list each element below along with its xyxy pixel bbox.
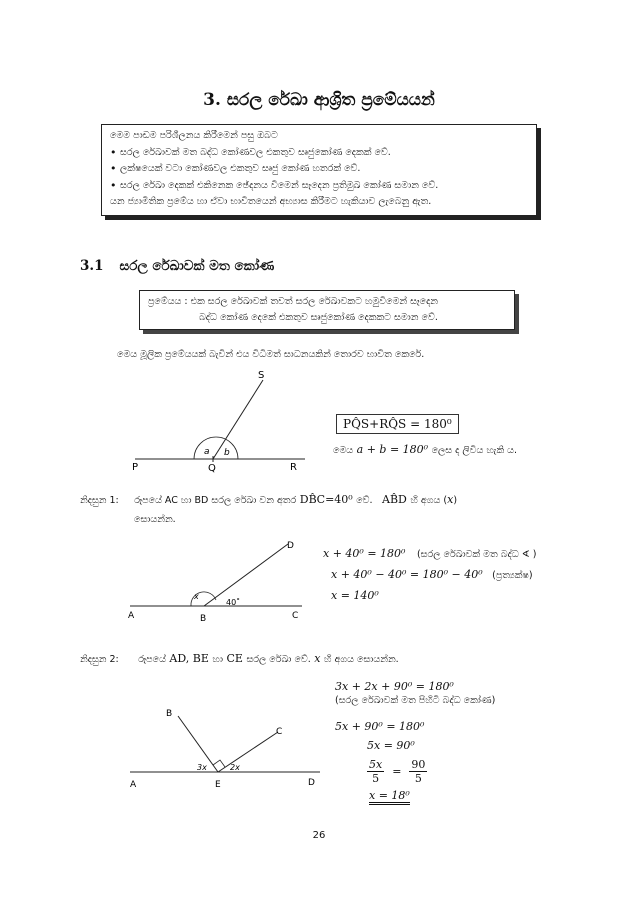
example2-text: හා — [212, 654, 224, 665]
label-x: x — [194, 592, 199, 601]
example2-heading — [80, 652, 399, 665]
figure-straight-line-angles — [120, 368, 320, 478]
fraction-step — [335, 758, 495, 785]
formula-box — [336, 413, 459, 432]
example1-text: ) — [453, 495, 458, 506]
example1-var: x — [447, 493, 454, 506]
label-e: E — [215, 780, 221, 790]
angle-arc — [194, 437, 238, 459]
page-title: 3. සරල රේඛා ආශ්‍රිත ප්‍රමේයයන් — [203, 90, 435, 110]
solution-step: 5x + 90⁰ = 180⁰ — [335, 720, 425, 733]
example1-heading — [80, 493, 457, 506]
denominator: 5 — [414, 772, 422, 785]
label-b: b — [224, 448, 230, 458]
page-number: 26 — [312, 830, 326, 841]
equals-sign: = — [392, 765, 402, 778]
label-d: D — [287, 541, 294, 551]
label-a: a — [204, 447, 210, 457]
label-2x: 2x — [230, 763, 240, 772]
solution-step: 3x + 2x + 90⁰ = 180⁰ — [335, 680, 454, 693]
section-number: 3.1 — [80, 258, 104, 274]
numerator: 90 — [411, 758, 426, 771]
label-a: A — [130, 780, 137, 790]
label-c: C — [292, 611, 299, 621]
denominator: 5 — [372, 772, 380, 785]
example1-text: රූපයේ AC හා BD සරල රේඛා වන අතර — [134, 495, 297, 506]
example1-given: DB̂C=40⁰ — [299, 493, 353, 506]
numerator: 5x — [369, 758, 383, 771]
label-q: Q — [208, 463, 216, 474]
ray-qs — [213, 380, 263, 459]
restatement — [333, 443, 517, 456]
label-c: C — [276, 727, 283, 737]
ray-ec — [218, 732, 278, 772]
restate-suffix: ලෙස ද ලිවිය හැකි ය. — [431, 445, 518, 456]
label-d: D — [308, 778, 315, 788]
label-40: 40˚ — [226, 598, 241, 607]
label-r: R — [290, 462, 297, 473]
theorem-line1: ප්‍රමේයය : එක සරල රේඛාවක් තවත් සරල රේඛාවකට හමුවීමෙන් සෑදෙන — [148, 296, 439, 307]
ray-bd — [204, 544, 288, 606]
label-p: P — [132, 462, 139, 473]
fraction-left — [367, 758, 384, 785]
solution-step: x = 140⁰ — [331, 589, 379, 602]
example1-find: AB̂D — [382, 493, 407, 506]
example2-label: නිදසුන 2: — [80, 654, 119, 665]
label-3x: 3x — [197, 763, 207, 772]
example2-text: සරල රේඛා වේ. — [246, 654, 311, 665]
final-answer: x = 18⁰ — [369, 789, 410, 805]
label-b: B — [200, 614, 207, 624]
example2-lines: AD, BE — [169, 652, 209, 665]
example1-find-text: සොයන්න. — [134, 514, 176, 525]
example1-text: හි අගය ( — [410, 495, 448, 506]
section-heading — [80, 258, 274, 274]
example2-solution — [335, 680, 495, 802]
label-a: A — [128, 611, 135, 621]
step-reason: (ප්‍රත්‍යක්ෂ) — [492, 570, 533, 581]
example2-text: රූපයේ — [138, 654, 166, 665]
figure-example2 — [120, 696, 330, 796]
step-reason: (සරල රේඛාවක් මත බද්ධ ∢ ) — [416, 549, 537, 560]
objective-item: • සරල රේඛාවක් මත බද්ධ කෝණවල එකතුව සෘජුකෝණ දෙකක් වේ. — [110, 145, 528, 162]
theorem-line2: බද්ධ කෝණ දෙකේ එකතුව සෘජුකෝණ දෙකකට සමාන වේ. — [199, 312, 438, 323]
solution-step: 5x = 90⁰ — [367, 739, 415, 752]
restate-prefix: මෙය — [333, 445, 354, 456]
figure-example1 — [120, 536, 310, 628]
right-angle-mark — [213, 760, 225, 767]
solution-step: x + 40⁰ − 40⁰ = 180⁰ − 40⁰ — [331, 568, 483, 581]
example1-solution — [323, 544, 537, 606]
solution-step: x + 40⁰ = 180⁰ — [323, 547, 406, 560]
example2-text: හි අගය සොයන්න. — [324, 654, 399, 665]
restate-math: a + b = 180⁰ — [356, 443, 429, 456]
theorem-formula: PQ̂S+RQ̂S = 180⁰ — [336, 414, 459, 434]
fraction-right — [409, 758, 427, 785]
label-s: S — [258, 370, 265, 381]
objective-item: • ලක්ෂයෙක් වටා කෝණවල එකතුව සෘජු කෝණ හතරක් වේ. — [110, 161, 528, 178]
section-title: සරල රේඛාවක් මත කෝණ — [119, 258, 275, 274]
theorem-box — [139, 290, 515, 330]
example1-label: නිදසුන 1: — [80, 495, 119, 506]
objectives-outro: යන ජ්‍යාමිතික ප්‍රමේය හා ඒවා භාවිතයෙන් අභ්‍යාස කිරීමට හැකියාව ලැබෙනු ඇත. — [110, 196, 432, 207]
example2-line3: CE — [226, 652, 243, 665]
label-b: B — [166, 709, 173, 719]
objective-item: • සරල රේඛා දෙකක් එකිනෙක ඡේදනය වීමෙන් සෑදෙන ප්‍රතිමුඛ කෝණ සමාන වේ. — [110, 178, 528, 195]
basic-theorem-note: මෙය මූලික ප්‍රමේයයක් බැවින් එය විධිමත් සාධනයකින් තොරව භාවිත කෙරේ. — [117, 349, 425, 360]
step-reason: (සරල රේඛාවක් මත පිහිටි බද්ධ කෝණ) — [335, 695, 496, 706]
example1-text: වේ. — [356, 495, 373, 506]
example2-var: x — [314, 652, 321, 665]
objectives-intro: මෙම පාඩම පරිශීලනය කිරීමෙන් පසු ඔබට — [110, 130, 278, 141]
objectives-box — [101, 124, 537, 216]
